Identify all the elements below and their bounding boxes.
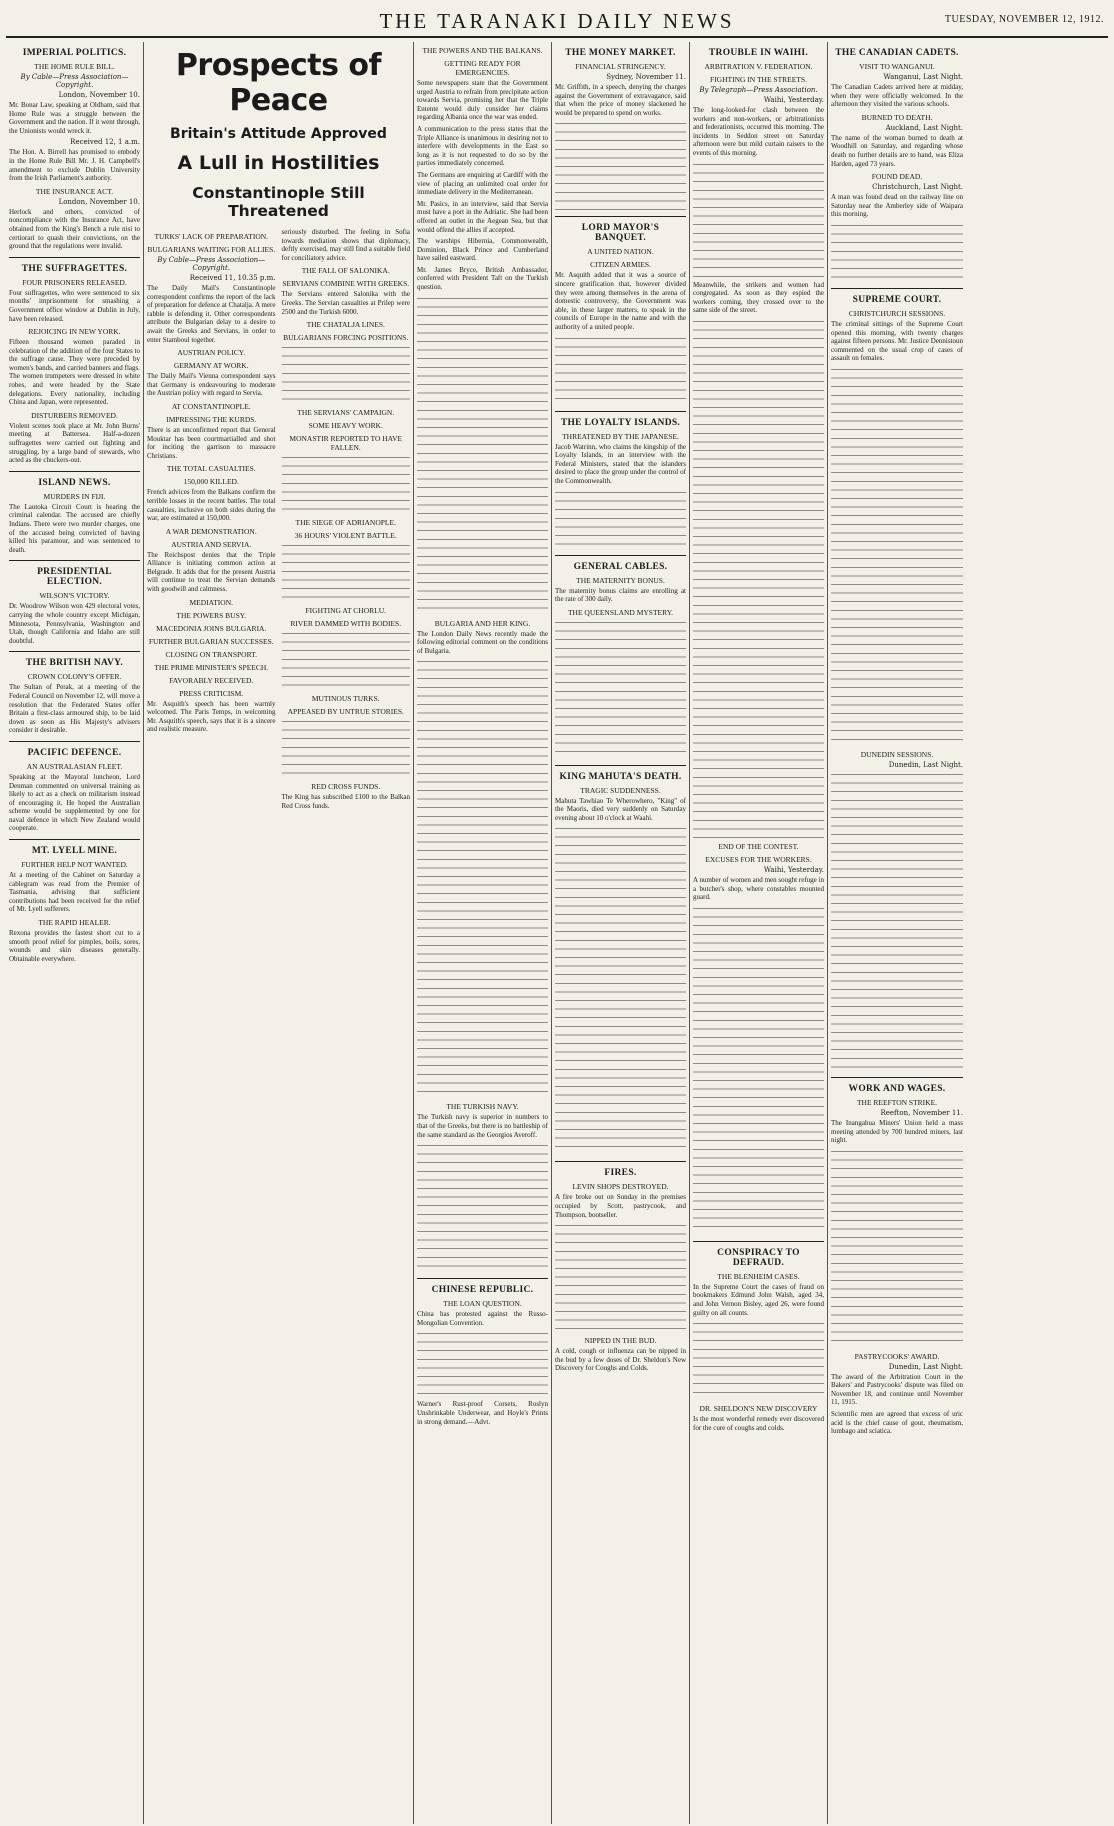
article-text: Mr. Pasics, in an interview, said that Servia must have a port in the Adriatic. She had been offered an outlet in the Aegean Sea, but that would offend the allies if accepted. (417, 199, 548, 234)
article-text: The warships Hibernia, Commonwealth, Dominion, Black Prince and Cumberland have sailed eastward. (417, 237, 548, 263)
divider (555, 411, 686, 412)
article-text: Mr. Asquith's speech has been warmly welcomed. The Paris Temps, in welcoming Mr. Asquith's speech, says that it is a sincere and realistic measure. (147, 699, 276, 734)
article-text: The award of the Arbitration Court in the Bakers' and Pastrycooks' dispute was filed on November 18, and continue until November 11, 1915. (831, 1372, 963, 1407)
article-text: The Inangahua Miners' Union held a mass meeting attended by 700 hundred miners, last night. (831, 1118, 963, 1145)
subhead: AN AUSTRALASIAN FLEET. (26, 761, 123, 771)
subhead: MURDERS IN FIJI. (43, 491, 106, 501)
headline-british-navy: THE BRITISH NAVY. (25, 658, 124, 669)
column-3 (414, 42, 552, 1824)
subhead: BULGARIA AND HER KING. (434, 618, 531, 628)
article-text-block (831, 1148, 963, 1348)
headline-general-cables: GENERAL CABLES. (573, 561, 668, 572)
subhead: THE POWERS AND THE BALKANS. (422, 46, 543, 55)
subhead: THE TOTAL CASUALTIES. (166, 464, 256, 474)
byline: By Telegraph—Press Association. (699, 86, 818, 94)
headline-suffragettes: THE SUFFRAGETTES. (21, 263, 128, 274)
subhead: AUSTRIA AND SERVIA. (171, 539, 252, 549)
headline-island-news: ISLAND NEWS. (38, 477, 111, 488)
headline-work-and-wages: WORK AND WAGES. (848, 1083, 946, 1094)
subhead: END OF THE CONTEST. (718, 841, 799, 851)
subhead: GERMANY AT WORK. (173, 361, 249, 371)
subhead: MACEDONIA JOINS BULGARIA. (156, 623, 267, 633)
headline-king-mahutas-death: KING MAHUTA'S DEATH. (559, 771, 682, 782)
subhead: DUNEDIN SESSIONS. (860, 749, 934, 759)
subhead: TURKS' LACK OF PREPARATION. (154, 232, 269, 241)
lead-deck-1: Britain's Attitude Approved (170, 126, 387, 142)
article-text-block (693, 1320, 824, 1400)
article-text: Is the most wonderful remedy ever discovered for the cure of coughs and colds. (693, 1415, 824, 1432)
headline-conspiracy-to-defraud: CONSPIRACY TO DEFRAUD. (717, 1247, 800, 1268)
article-text: The Canadian Cadets arrived here at midday, when they were officially welcomed. In the afternoon they visited the various schools. (831, 83, 963, 109)
subhead: GETTING READY FOR EMERGENCIES. (444, 59, 521, 77)
article-text: A communication to the press states that the Triple Alliance is unanimous in desiring not to interfere with developments in the East so long as it is not requested to do so by the parties immediately concerned. (417, 124, 548, 168)
subhead: EXCUSES FOR THE WORKERS. (705, 854, 812, 864)
article-text: The long-looked-for clash between the workers and non-workers, or arbitrationists and federationists, occurred this morning. The incidents in Seddon street on Saturday afternoon were but mild curtain raisers to the events of this morning. (693, 106, 824, 157)
subhead: THE SERVIANS' CAMPAIGN. (297, 408, 395, 418)
headline-imperial-politics: IMPERIAL POLITICS. (22, 48, 127, 58)
divider (555, 555, 686, 556)
subhead: SOME HEAVY WORK. (308, 421, 383, 431)
article-text: The King has subscribed £100 to the Balkan Red Cross funds. (281, 793, 410, 810)
headline-trouble-in-waihi: TROUBLE IN WAIHI. (708, 48, 809, 58)
dateline: Waihi, Yesterday. (763, 96, 824, 104)
article-text: Some newspapers state that the Government urged Austria to refrain from precipitate action towards Servia, promising her that the Triple Entente would duly consider her claims regarding Albania once the war was ended. (417, 79, 548, 122)
dateline: Dunedin, Last Night. (888, 1362, 963, 1371)
subhead: THE HOME RULE BILL. (34, 62, 115, 71)
subhead: APPEASED BY UNTRUE STORIES. (287, 707, 404, 717)
subhead: WILSON'S VICTORY. (39, 591, 110, 601)
article-text: Mahuta Tawhiao Te Wherowhero, "King" of the Maoris, died very suddenly on Saturday evening about 10 o'clock at Waahi. (555, 796, 686, 822)
headline-money-market: THE MONEY MARKET. (565, 48, 676, 58)
divider (831, 1077, 963, 1078)
subhead: ARBITRATION V. FEDERATION. (704, 62, 813, 71)
subhead: FURTHER HELP NOT WANTED. (21, 860, 128, 870)
subhead: RIVER DAMMED WITH BODIES. (290, 619, 402, 629)
subhead: THREATENED BY THE JAPANESE. (562, 431, 679, 441)
article-text: Mr. James Bryce, British Ambassador, conferred with President Taft on the Turkish question. (417, 265, 548, 292)
subhead: THE RAPID HEALER. (38, 918, 111, 928)
dateline: Waihi, Yesterday. (763, 865, 824, 874)
subhead: BURNED TO DEATH. (861, 112, 933, 122)
subhead: MONASTIR REPORTED TO HAVE FALLEN. (289, 434, 403, 453)
divider (9, 560, 140, 561)
subhead: BULGARIANS WAITING FOR ALLIES. (147, 245, 276, 254)
article-text-block (555, 489, 686, 549)
subhead: NIPPED IN THE BUD. (584, 1336, 657, 1346)
subhead: FOUR PRISONERS RELEASED. (22, 277, 127, 287)
article-text-block (417, 295, 548, 615)
article-text: At a meeting of the Cabinet on Saturday a cablegram was read from the Premier of Tasmania, advising that sufficient contributions had been received for the relief of Mt. Lyell sufferers. (9, 871, 140, 914)
article-text: The criminal sittings of the Supreme Court opened this morning, with twenty charges against fifteen persons. Mr. Justice Dennistoun commented on the usual crop of cases of assault on females. (831, 319, 963, 363)
masthead-title: THE TARANAKI DAILY NEWS (379, 8, 735, 33)
subhead: DR. SHELDON'S NEW DISCOVERY (699, 1404, 818, 1414)
divider (9, 651, 140, 652)
lead-deck-3: Constantinople Still Threatened (192, 184, 365, 220)
subhead: DISTURBERS REMOVED. (31, 410, 118, 420)
columns (6, 42, 1108, 1824)
divider (9, 471, 140, 472)
dateline: Received 12, 1 a.m. (70, 138, 140, 147)
article-text: Fifteen thousand women paraded in celebration of the addition of the four States to the suffrage cause. They were preceded by women's bands, and carried banners and flags. The women trumpeters were dressed in white robes, and were headed by the State delegations. Every nationality, including China and Japan, were represented. (9, 338, 140, 407)
article-text: A fire broke out on Sunday in the premises occupied by Scott, pastrycook, and Thompson, bootseller. (555, 1193, 686, 1219)
article-text: Violent scenes took place at Mr. John Burns' meeting at Battersea. Half-a-dozen suffragettes were carried out fighting and struggling, by a large band of stewards, who acted as the chuckers-out. (9, 421, 140, 465)
article-text: Speaking at the Mayoral luncheon, Lord Denman commented on universal training as likely to act as a check on militarism instead of encouraging it. He hoped the Australian scheme would be supplemented by one for naval defence in which New Zealand would cooperate. (9, 772, 140, 833)
article-text: The maternity bonus claims are enrolling at the rate of 300 daily. (555, 586, 686, 604)
subhead: THE POWERS BUSY. (176, 610, 247, 620)
article-text-block (282, 630, 411, 690)
article-text: Jacob Watrinn, who claims the kingship of the Loyalty Islands, in an interview with the Federal Ministers, stated that the islanders desired to place the group under the control of the Commonwealth. (555, 442, 686, 485)
subhead: A WAR DEMONSTRATION. (165, 526, 257, 536)
article-text-block (282, 718, 411, 778)
article-text-block (555, 619, 686, 759)
headline-fires: FIRES. (604, 1168, 637, 1179)
column-5 (690, 42, 828, 1824)
subhead: THE LOAN QUESTION. (443, 1299, 522, 1309)
subhead: 150,000 KILLED. (183, 477, 239, 487)
article-text: The London Daily News recently made the following editorial comment on the conditions of Bulgaria. (417, 629, 548, 655)
lead-headline: Prospects of Peace (175, 48, 382, 118)
dateline: Auckland, Last Night. (885, 123, 963, 132)
article-text: The Reichspost denies that the Triple Alliance is initiating common action at Belgrade. It adds that for the present Austria will continue to treat the Servian demands with goodwill and calmness. (147, 550, 276, 594)
subhead: 36 HOURS' VIOLENT BATTLE. (294, 531, 397, 541)
article-text: A number of women and men sought refuge in a butcher's shop, where constables mounted guard. (693, 875, 824, 902)
subhead: AUSTRIAN POLICY. (177, 348, 246, 358)
lead-deck-2: A Lull in Hostilities (177, 152, 380, 174)
subhead: A UNITED NATION. (587, 247, 654, 257)
subhead: THE REEFTON STRIKE. (856, 1097, 938, 1107)
subhead: THE BLENHEIM CASES. (717, 1271, 800, 1281)
subhead: FIGHTING IN THE STREETS. (710, 75, 807, 84)
masthead-date: TUESDAY, NOVEMBER 12, 1912. (944, 14, 1104, 25)
article-text-block (282, 344, 411, 404)
lead-story-columns (147, 228, 410, 813)
dateline: Reefton, November 11. (880, 1108, 963, 1117)
dateline: London, November 10. (58, 197, 140, 206)
subhead: LEVIN SHOPS DESTROYED. (572, 1182, 669, 1192)
article-text: The name of the woman burned to death at Woodhill on Saturday, and regarding whose death no further details are to hand, was Eliza Harden, aged 73 years. (831, 133, 963, 168)
byline: By Cable—Press Association—Copyright. (157, 256, 266, 272)
divider (417, 1278, 548, 1279)
subhead: THE SIEGE OF ADRIANOPLE. (295, 518, 396, 528)
subhead: BULGARIANS FORCING POSITIONS. (283, 333, 409, 343)
article-text: The Daily Mail's Constantinople correspondent confirms the report of the lack of preparation for defence at Chatalja. A mere rabble is defending it. Other correspondents attribute the Bulgarian delay to a desire to await the Greeks and Servians, in order to enter Stamboul together. (147, 284, 276, 344)
subhead: THE CHATALJA LINES. (306, 320, 385, 330)
headline-supreme-court: SUPREME COURT. (852, 294, 942, 305)
subhead: IMPRESSING THE KURDS. (166, 414, 257, 424)
divider (831, 288, 963, 289)
divider (9, 839, 140, 840)
article-text: Mr. Bonar Law, speaking at Oldham, said that Home Rule was a struggle between the Government and the nation. If it went through, the Unionists would wreck it. (9, 101, 140, 135)
article-text-block (693, 905, 824, 1235)
headline-presidential-election: PRESIDENTIAL ELECTION. (37, 567, 112, 588)
subhead: RED CROSS FUNDS. (311, 782, 381, 792)
headline-chinese-republic: CHINESE REPUBLIC. (431, 1285, 534, 1296)
dateline: Wanganui, Last Night. (883, 73, 963, 81)
article-text: The Servians entered Salonika with the Greeks. The Servian casualties at Prilep were 2500 and the Turkish 6000. (281, 290, 410, 316)
subhead: FIGHTING AT CHORLU. (305, 606, 386, 616)
headline-loyalty-islands: THE LOYALTY ISLANDS. (560, 417, 681, 428)
article-text-block (693, 318, 824, 838)
subhead: TRAGIC SUDDENNESS. (580, 785, 661, 795)
divider (555, 765, 686, 766)
subhead: THE PRIME MINISTER'S SPEECH. (154, 662, 269, 672)
article-text-block (417, 1142, 548, 1272)
article-text: Four suffragettes, who were sentenced to six months' imprisonment for smashing a Government office window at Dublin in July, have been released. (9, 288, 140, 323)
dateline: London, November 10. (58, 91, 140, 99)
column-4 (552, 42, 690, 1824)
subhead: THE INSURANCE ACT. (35, 186, 114, 196)
subhead: CHRISTCHURCH SESSIONS. (848, 308, 946, 318)
column-2-lead-story (144, 42, 414, 1824)
divider (693, 1241, 824, 1242)
article-text: Herlock and others, convicted of noncompliance with the Insurance Act, have obtained from the King's Bench a rule nisi to certiorari to quash their convictions, on the ground that the regulations were invalid. (9, 207, 140, 251)
article-text-block (282, 542, 411, 602)
article-text: The Germans are enquiring at Cardiff with the view of placing an unlimited coal order for immediate delivery in the Mediterranean. (417, 170, 548, 197)
subhead: MEDIATION. (189, 597, 234, 607)
article-text-block (831, 366, 963, 746)
headline-mt-lyell: MT. LYELL MINE. (31, 846, 118, 857)
article-text-block (831, 771, 963, 1071)
subhead: MUTINOUS TURKS. (311, 694, 380, 704)
headline-pacific-defence: PACIFIC DEFENCE. (27, 747, 122, 758)
article-text-block (555, 825, 686, 1155)
subhead: REJOICING IN NEW YORK. (28, 327, 121, 337)
article-text-block (693, 161, 824, 281)
article-text: Dr. Woodrow Wilson won 429 electoral votes, carrying the whole country except Michigan, Minnesota, Pennsylvania, Washington and Utah, though California and Idaho are still doubtful. (9, 602, 140, 645)
subhead: CITIZEN ARMIES. (590, 260, 651, 270)
article-text: A cold, cough or influenza can be nipped in the bud by a few doses of Dr. Sheldon's New Discovery for Coughs and Colds. (555, 1347, 686, 1373)
article-text: A man was found dead on the railway line on Saturday near the Amberley side of Waipara this morning. (831, 193, 963, 219)
subhead: FOUND DEAD. (871, 172, 923, 182)
subhead: AT CONSTANTINOPLE. (171, 401, 251, 411)
headline-lord-mayors-banquet: LORD MAYOR'S BANQUET. (581, 223, 660, 244)
article-text-block (555, 335, 686, 405)
article-text: The Hon. A. Birrell has promised to embody in the Home Rule Bill Mr. J. H. Campbell's amendment to exclude Dublin University from the Irish Parliament's authority. (9, 148, 140, 183)
subhead: CLOSING ON TRANSPORT. (165, 649, 258, 659)
dateline: Christchurch, Last Night. (872, 183, 963, 192)
article-text: Rexona provides the fastest short cut to a smooth proof relief for pimples, boils, sores, wounds and skin diseases generally. Obtainable everywhere. (9, 929, 140, 963)
divider (555, 216, 686, 217)
article-text: Meanwhile, the strikers and women had congregated. As soon as they espied the workers coming, they crossed over to the same side of the street. (693, 280, 824, 315)
subhead: THE MATERNITY BONUS. (576, 575, 665, 585)
article-text: Mr. Asquith added that it was a source of sincere gratification that, however divided they were among themselves in the arena of domestic controversy, the Government was able, in these larger matters, to speak in the councils of Europe in the name and with the authority of a united people. (555, 271, 686, 331)
article-text: Mr. Griffith, in a speech, denying the charges against the Government of extravagance, said that when the price of money slackened he would be prepared to spend on works. (555, 83, 686, 117)
subhead: THE FALL OF SALONIKA. (301, 266, 390, 276)
article-text: Scientific men are agreed that excess of uric acid is the chief cause of gout, rheumatism, lumbago and sciatica. (831, 1410, 963, 1436)
article-text: The Lautoka Circuit Court is hearing the criminal calendar. The accused are chiefly Indians. There were two murder charges, one of the accused being convicted of having killed his paramour, and was sentenced to death. (9, 502, 140, 554)
divider (9, 741, 140, 742)
subhead: PRESS CRITICISM. (179, 688, 244, 698)
divider (555, 1161, 686, 1162)
article-text: In the Supreme Court the cases of fraud on bookmakers Edmund John Walsh, aged 34, and John Vernon Bisley, aged 26, were found guilty on all counts. (693, 1282, 824, 1317)
column-1 (6, 42, 144, 1824)
advertisement-text: Warner's Rust-proof Corsets, Roslyn Unshrinkable Underwear, and Hoyle's Prints in strong demand.—Advt. (417, 1400, 548, 1426)
dateline: Sydney, November 11. (606, 73, 686, 81)
subhead: THE TURKISH NAVY. (446, 1102, 519, 1112)
lead-right-column (282, 228, 411, 813)
article-text: The Sultan of Perak, at a meeting of the Federal Council on November 12, will move a resolution that the Federated States offer Britain a first-class armoured ship, to be laid down as soon as His Majesty's advisers consider it desirable. (9, 683, 140, 735)
article-text: There is an unconfirmed report that General Mouktar has been courtmartialled and shot for inciting the garrison to massacre Christians. (147, 425, 276, 460)
subhead: FURTHER BULGARIAN SUCCESSES. (148, 636, 274, 646)
article-text: The Daily Mail's Vienna correspondent says that Germany is endeavouring to moderate the Austrian policy with regard to Servia. (147, 372, 276, 398)
subhead: PASTRYCOOKS' AWARD. (854, 1351, 940, 1361)
masthead (6, 6, 1108, 38)
article-text-block (282, 454, 411, 514)
subhead: THE QUEENSLAND MYSTERY. (567, 607, 674, 617)
article-text-block (555, 120, 686, 210)
article-text: French advices from the Balkans confirm the terrible losses in the recent battles. The total casualties, inclusive on both sides during the war, are estimated at 150,000. (147, 488, 276, 523)
headline-canadian-cadets: THE CANADIAN CADETS. (835, 48, 959, 58)
article-text-block (555, 1222, 686, 1332)
subhead: SERVIANS COMBINE WITH GREEKS. (282, 279, 410, 289)
subhead: FAVORABLY RECEIVED. (169, 675, 254, 685)
subhead: CROWN COLONY'S OFFER. (27, 672, 122, 682)
subhead: FINANCIAL STRINGENCY. (575, 62, 666, 71)
article-text: The Turkish navy is superior in numbers to that of the Greeks, but there is no battleship of the same standard as the Georgios Averoff. (417, 1113, 548, 1139)
subhead: VISIT TO WANGANUI. (859, 62, 935, 71)
column-6 (828, 42, 966, 1824)
article-text: seriously disturbed. The feeling in Sofia towards mediation shows that diplomacy, deftly exercised, may still find a suitable field for conciliatory advice. (281, 228, 410, 262)
article-text: China has protested against the Russo-Mongolian Convention. (417, 1310, 548, 1327)
article-text-block (831, 222, 963, 282)
article-text-block (417, 1330, 548, 1400)
byline: By Cable—Press Association—Copyright. (20, 73, 129, 89)
article-text-block (417, 658, 548, 1098)
divider (9, 257, 140, 258)
dateline: Dunedin, Last Night. (888, 760, 963, 769)
dateline: Received 11, 10.35 p.m. (189, 274, 276, 282)
lead-left-column (147, 228, 276, 813)
